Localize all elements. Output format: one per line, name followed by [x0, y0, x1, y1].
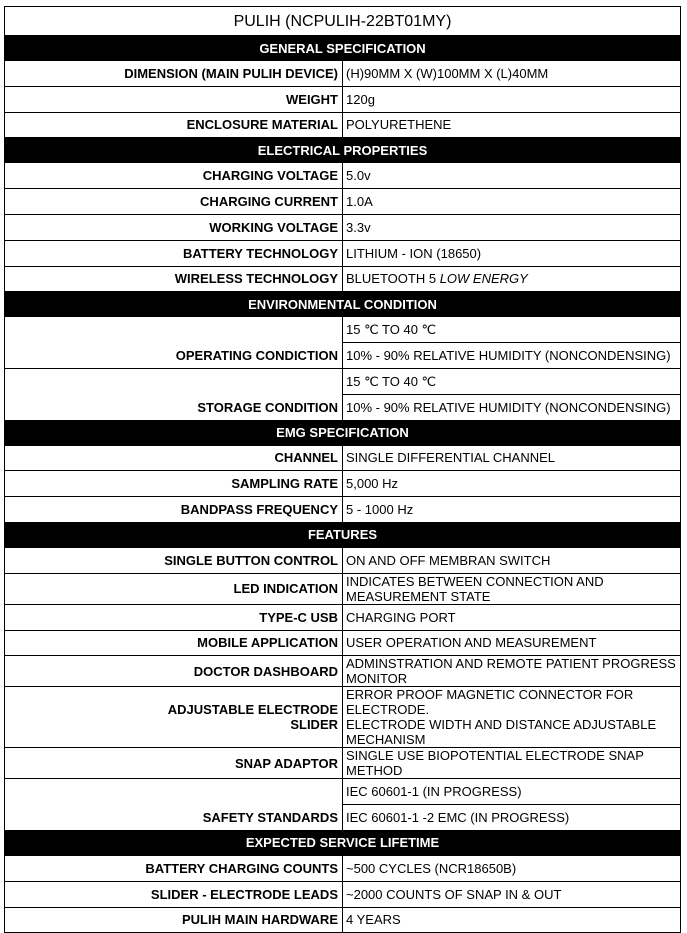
section-header-electrical: ELECTRICAL PROPERTIES — [5, 138, 681, 163]
row-value: 10% - 90% RELATIVE HUMIDITY (NONCONDENSING) — [343, 343, 681, 369]
table-row — [5, 547, 681, 573]
row-label: CHARGING CURRENT — [5, 189, 343, 215]
table-row — [5, 687, 681, 748]
row-value: IEC 60601-1 (IN PROGRESS) — [343, 779, 681, 805]
section-header-environmental: ENVIRONMENTAL CONDITION — [5, 292, 681, 317]
row-value: INDICATES BETWEEN CONNECTION AND MEASUREMENT STATE — [343, 573, 681, 604]
row-label: BANDPASS FREQUENCY — [5, 497, 343, 523]
row-label: CHANNEL — [5, 445, 343, 471]
value-italic-text: LOW ENERGY — [439, 271, 528, 287]
table-row — [5, 86, 681, 112]
table-row — [5, 573, 681, 604]
section-header-row — [5, 522, 681, 547]
section-header-general: GENERAL SPECIFICATION — [5, 36, 681, 61]
row-value: 15 ℃ TO 40 ℃ — [343, 368, 681, 394]
row-value — [343, 687, 681, 748]
row-value: 10% - 90% RELATIVE HUMIDITY (NONCONDENSING) — [343, 394, 681, 420]
section-header-row — [5, 830, 681, 855]
row-value: USER OPERATION AND MEASUREMENT — [343, 630, 681, 656]
row-label: BATTERY TECHNOLOGY — [5, 240, 343, 266]
table-row — [5, 907, 681, 933]
row-label: WORKING VOLTAGE — [5, 214, 343, 240]
table-row — [5, 630, 681, 656]
row-label-line: SLIDER — [290, 717, 338, 733]
row-label-line: ADJUSTABLE ELECTRODE — [167, 702, 338, 718]
table-row — [5, 445, 681, 471]
value-text: BLUETOOTH 5 — [346, 271, 437, 287]
row-label: BATTERY CHARGING COUNTS — [5, 855, 343, 881]
row-label: DOCTOR DASHBOARD — [5, 656, 343, 687]
row-label: OPERATING CONDICTION — [5, 317, 343, 369]
section-header-row — [5, 36, 681, 61]
section-header-row — [5, 138, 681, 163]
section-header-row — [5, 420, 681, 445]
row-label: LED INDICATION — [5, 573, 343, 604]
row-label: SINGLE BUTTON CONTROL — [5, 547, 343, 573]
row-value: ~2000 COUNTS OF SNAP IN & OUT — [343, 881, 681, 907]
row-label: CHARGING VOLTAGE — [5, 163, 343, 189]
spec-table — [4, 6, 681, 933]
table-row — [5, 497, 681, 523]
row-label: SLIDER - ELECTRODE LEADS — [5, 881, 343, 907]
row-label — [5, 687, 343, 748]
row-label: SNAP ADAPTOR — [5, 748, 343, 779]
table-row — [5, 604, 681, 630]
section-header-lifetime: EXPECTED SERVICE LIFETIME — [5, 830, 681, 855]
row-value: 5 - 1000 Hz — [343, 497, 681, 523]
row-label: PULIH MAIN HARDWARE — [5, 907, 343, 933]
table-row — [5, 471, 681, 497]
row-value: 3.3v — [343, 214, 681, 240]
table-row — [5, 189, 681, 215]
row-value — [343, 266, 681, 292]
table-row — [5, 240, 681, 266]
row-label: DIMENSION (MAIN PULIH DEVICE) — [5, 61, 343, 87]
row-label: SAMPLING RATE — [5, 471, 343, 497]
section-header-features: FEATURES — [5, 522, 681, 547]
row-label: WIRELESS TECHNOLOGY — [5, 266, 343, 292]
row-label: TYPE-C USB — [5, 604, 343, 630]
row-value-line: ERROR PROOF MAGNETIC CONNECTOR FOR ELECTRODE. — [346, 687, 634, 718]
table-row — [5, 656, 681, 687]
table-row — [5, 163, 681, 189]
row-value: POLYURETHENE — [343, 112, 681, 138]
row-label: STORAGE CONDITION — [5, 368, 343, 420]
table-row — [5, 266, 681, 292]
row-value: ~500 CYCLES (NCR18650B) — [343, 855, 681, 881]
row-label: WEIGHT — [5, 86, 343, 112]
section-header-emg: EMG SPECIFICATION — [5, 420, 681, 445]
table-row — [5, 214, 681, 240]
page-title: PULIH (NCPULIH-22BT01MY) — [5, 7, 681, 36]
title-row — [5, 7, 681, 36]
section-header-row — [5, 292, 681, 317]
row-value: 15 ℃ TO 40 ℃ — [343, 317, 681, 343]
table-row — [5, 368, 681, 394]
row-label: MOBILE APPLICATION — [5, 630, 343, 656]
row-value: 5,000 Hz — [343, 471, 681, 497]
table-row — [5, 61, 681, 87]
row-value: 1.0A — [343, 189, 681, 215]
table-row — [5, 317, 681, 343]
row-value: ADMINSTRATION AND REMOTE PATIENT PROGRESS MONITOR — [343, 656, 681, 687]
table-row — [5, 748, 681, 779]
row-value: 5.0v — [343, 163, 681, 189]
row-value: CHARGING PORT — [343, 604, 681, 630]
row-value: SINGLE USE BIOPOTENTIAL ELECTRODE SNAP METHOD — [343, 748, 681, 779]
table-row — [5, 881, 681, 907]
row-label: ENCLOSURE MATERIAL — [5, 112, 343, 138]
row-value: 120g — [343, 86, 681, 112]
spec-sheet — [4, 6, 681, 933]
table-row — [5, 855, 681, 881]
row-value: 4 YEARS — [343, 907, 681, 933]
row-value: (H)90MM X (W)100MM X (L)40MM — [343, 61, 681, 87]
row-value-line: ELECTRODE WIDTH AND DISTANCE ADJUSTABLE MECHANISM — [346, 717, 657, 748]
row-value: IEC 60601-1 -2 EMC (IN PROGRESS) — [343, 805, 681, 831]
row-value: LITHIUM - ION (18650) — [343, 240, 681, 266]
row-value: SINGLE DIFFERENTIAL CHANNEL — [343, 445, 681, 471]
row-label: SAFETY STANDARDS — [5, 779, 343, 831]
table-row — [5, 779, 681, 805]
row-value: ON AND OFF MEMBRAN SWITCH — [343, 547, 681, 573]
table-row — [5, 112, 681, 138]
